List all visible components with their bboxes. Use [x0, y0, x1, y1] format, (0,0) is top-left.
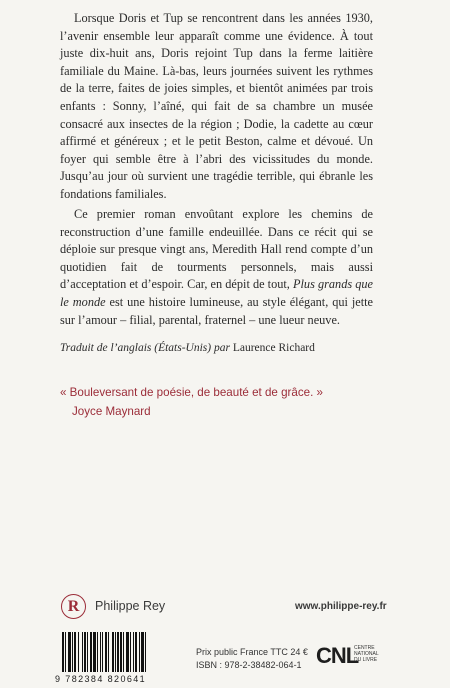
translator-prefix: Traduit de l’anglais (États-Unis) par [60, 342, 233, 354]
isbn-label: ISBN : 978-2-38482-064-1 [196, 660, 302, 670]
review-text-start: Ce premier roman envoûtant explore les chemins de reconstruction d’une famille endeuillée. Dans ce récit qui se déploie sur presque vingt ans, Meredith Hall rend compte d’un quotidien fait de tourments personnels, mais aussi d’acceptation et d’espoir. Car, en dépit de tout, [60, 207, 373, 292]
blurb-author: Joyce Maynard [72, 405, 151, 418]
cnl-logo: CNL [316, 643, 359, 668]
publisher-name: Philippe Rey [95, 599, 166, 613]
review-paragraph [60, 206, 373, 329]
synopsis-paragraph: Lorsque Doris et Tup se rencontrent dans les années 1930, l’avenir ensemble leur apparaît comme une évidence. À tout juste dix-huit ans, Doris rejoint Tup dans la ferme laitière familiale du Maine. Là-bas, leurs journées suivent les rythmes de la terre, faites de joies simples, et bientôt animées par trois enfants : Sonny, l’aîné, qui fait de sa chambre un musée consacré aux insectes de la région ; Dodie, la cadette au cœur affirmé et généreux ; et le petit Beston, calme et dévoué. Un foyer qui semble être à l’abri des vicissitudes du monde. Jusqu’au jour où survient une tragédie terrible, qui ébranle les fondations familiales. [60, 11, 373, 201]
blurb-quote: « Bouleversant de poésie, de beauté et de grâce. » [60, 386, 323, 399]
publisher-website: www.philippe-rey.fr [295, 601, 387, 612]
book-title: Plus grands que le monde [60, 277, 373, 309]
review-text-end: est une histoire lumineuse, au style élégant, qui jette sur l’amour – filial, parental, fraternel – une lueur neuve. [60, 294, 374, 327]
publisher-logo-icon [61, 594, 86, 619]
publisher-logo-letter: R [67, 597, 80, 615]
barcode-digits: 9 782384 820641 [55, 674, 147, 684]
translator-credit [60, 342, 315, 354]
translator-name: Laurence Richard [232, 342, 315, 354]
cnl-logo-subtitle: CENTRE NATIONAL DU LIVRE [354, 645, 379, 663]
price-label: Prix public France TTC 24 € [196, 647, 308, 657]
barcode-icon [60, 632, 178, 676]
